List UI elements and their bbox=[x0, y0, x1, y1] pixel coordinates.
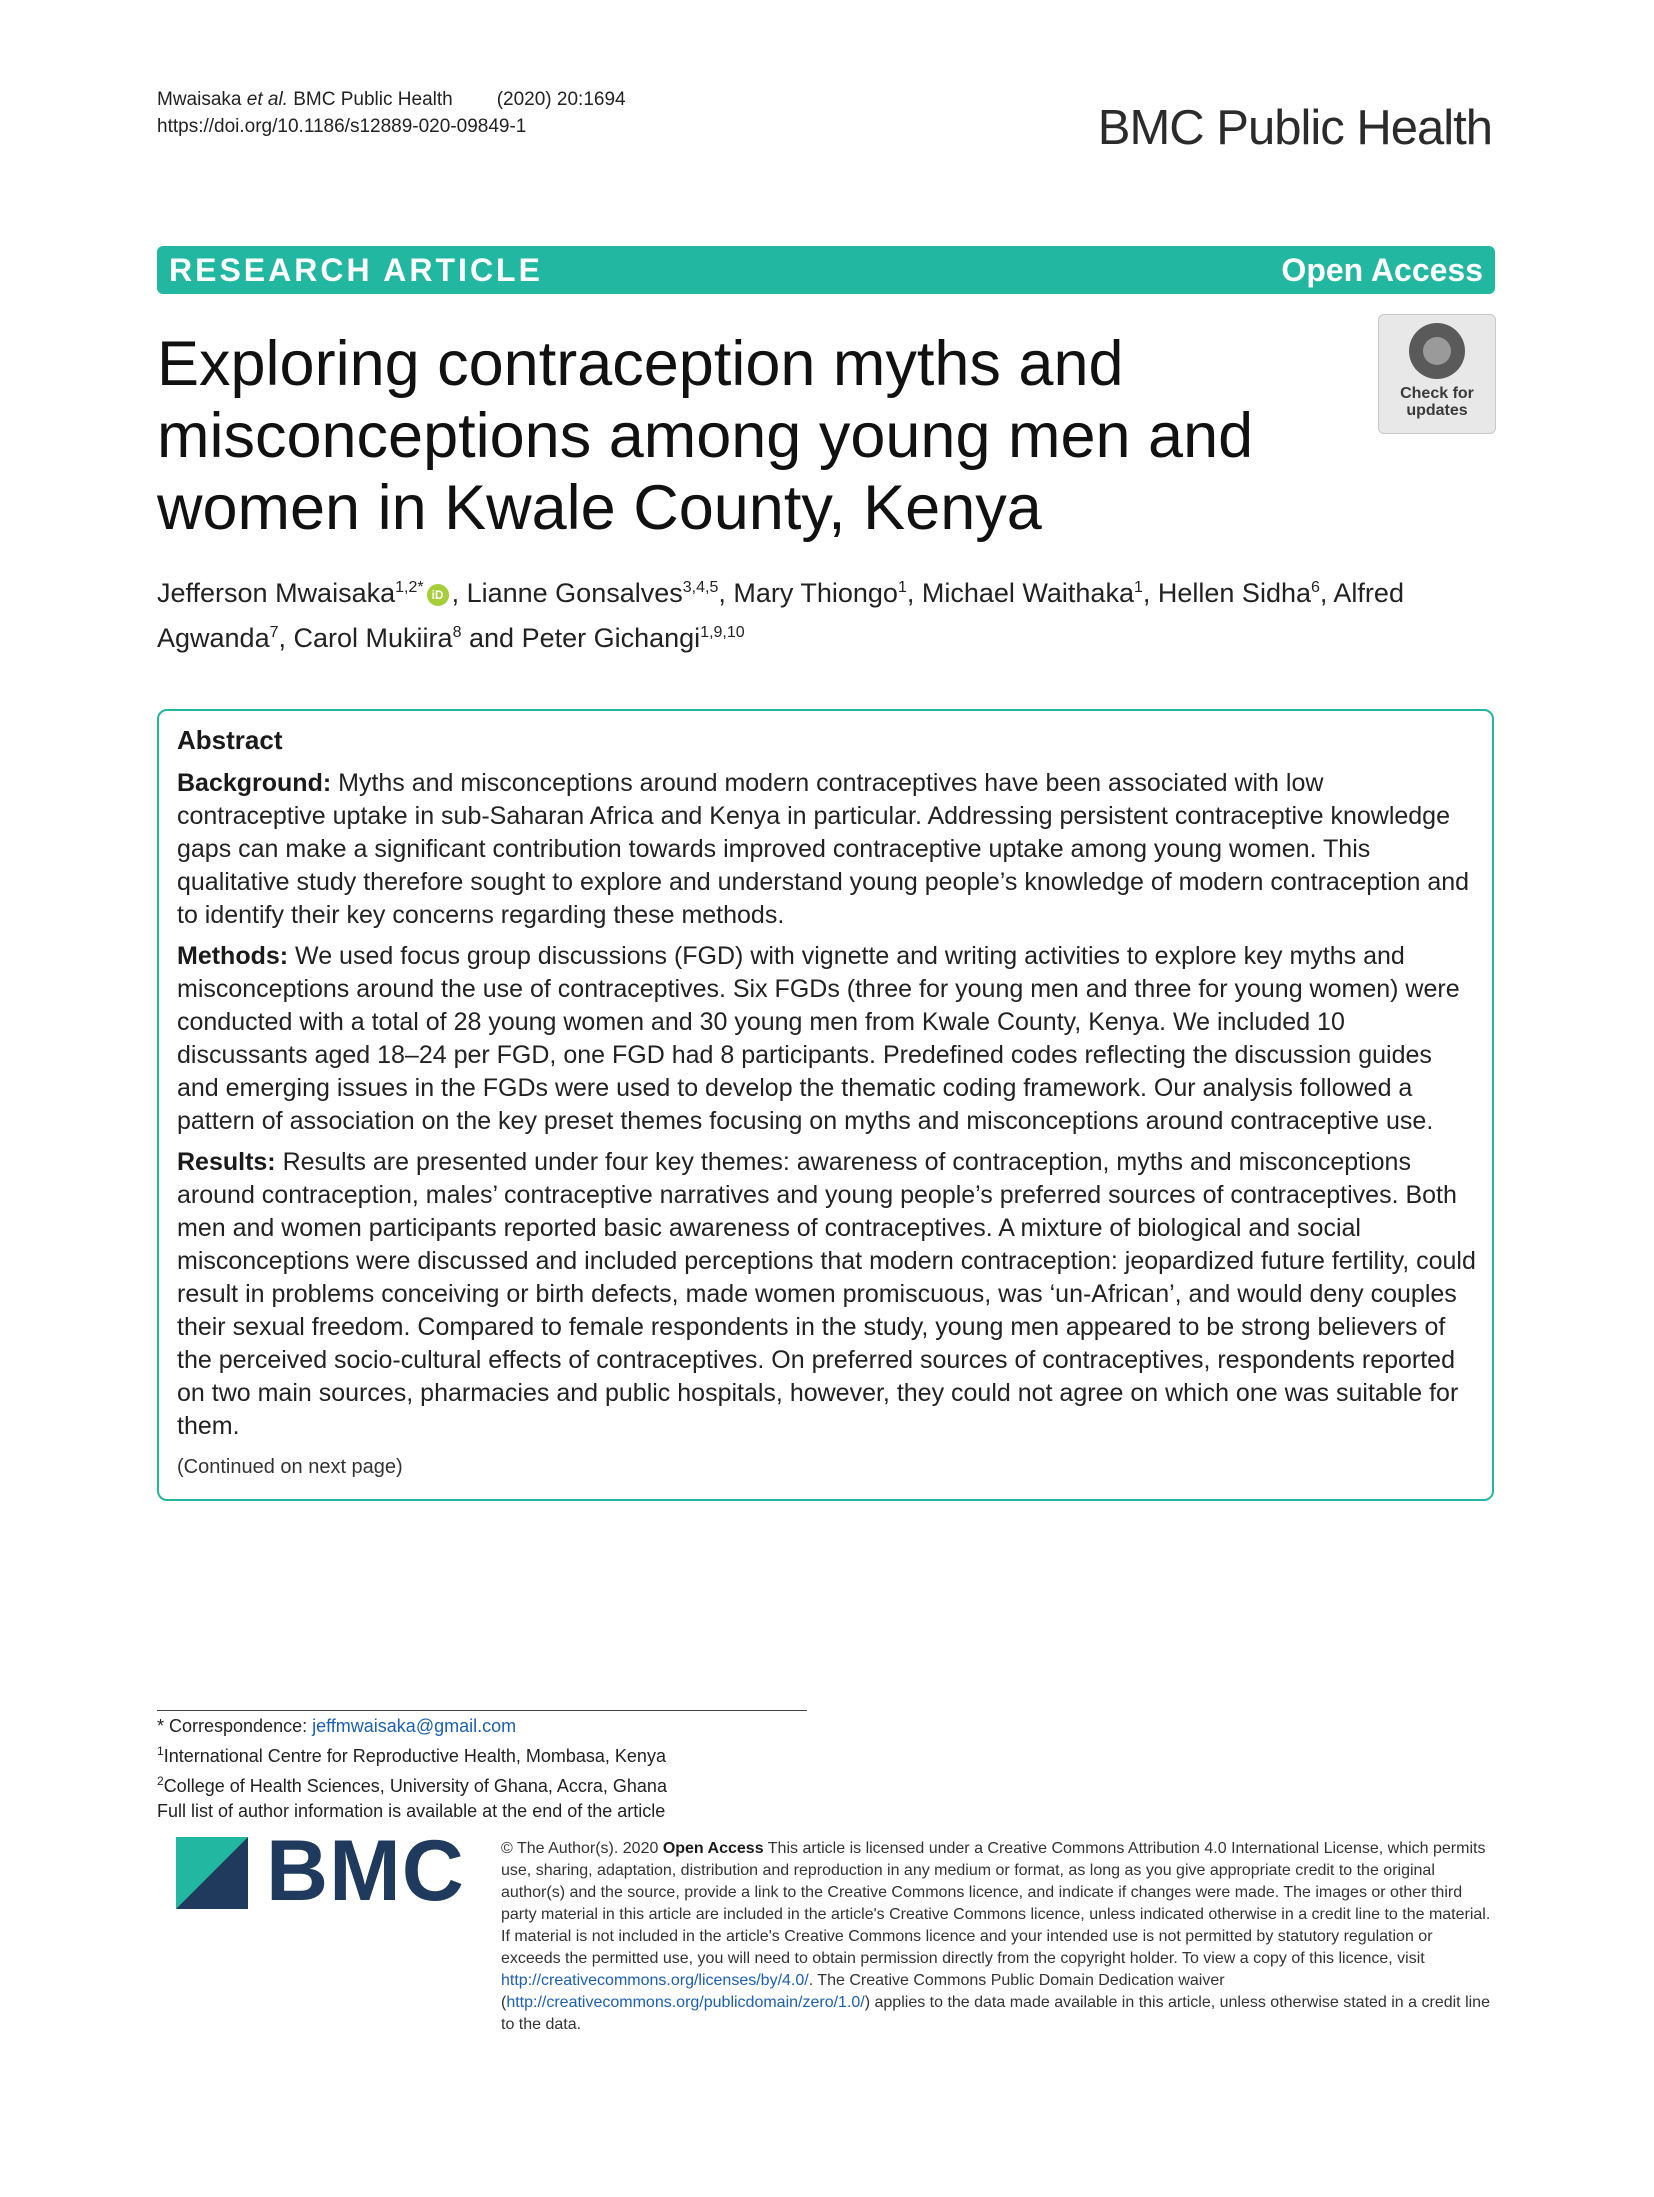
footnote-divider bbox=[157, 1710, 807, 1711]
citation-etal: et al. bbox=[246, 89, 288, 110]
orcid-icon[interactable]: iD bbox=[427, 584, 449, 606]
abstract-body bbox=[177, 767, 1477, 1484]
citation-volume: (2020) 20:1694 bbox=[496, 89, 626, 110]
author-affiliation: 8 bbox=[452, 624, 462, 641]
author-name: Mary Thiongo bbox=[733, 578, 898, 608]
author-name: Peter Gichangi bbox=[521, 623, 701, 653]
affiliation-2: $^2$College of Health Sciences, University of Ghana, Accra, Ghana bbox=[157, 1774, 667, 1796]
citation-authors: Mwaisaka bbox=[157, 89, 242, 110]
author-name: Michael Waithaka bbox=[921, 578, 1134, 608]
author-affiliation: 6 bbox=[1311, 579, 1320, 596]
author-name: Jefferson Mwaisaka bbox=[157, 578, 396, 608]
author-info-note: Full list of author information is available at the end of the article bbox=[157, 1801, 666, 1821]
license-statement: © The Author(s). 2020 Open Access This article is licensed under a Creative Commons Attribution 4.0 International License, which permits use, sharing, adaptation, distribution and reproduction in any medium or format, as long as you give appropriate credit to the original author(s) and the source, provide a link to the Creative Commons licence, and indicate if changes were made. The images or other third party material in this article are included in the article's Creative Commons licence, unless indicated otherwise in a credit line to the material. If material is not included in the article's Creative Commons licence and your intended use is not permitted by statutory regulation or exceeds the permitted use, you will need to obtain permission directly from the copyright holder. To view a copy of this licence, visit http://creativecommons.org/licenses/by/4.0/. The Creative Commons Public Domain Dedication waiver (http://creativecommons.org/publicdomain/zero/1.0/) applies to the data made available in this article, unless otherwise stated in a credit line to the data. bbox=[501, 1840, 1491, 2033]
correspondence: * Correspondence: jeffmwaisaka@gmail.com bbox=[157, 1716, 517, 1736]
bmc-logo-mark bbox=[176, 1837, 248, 1909]
cc-zero-link[interactable]: http://creativecommons.org/publicdomain/zero/1.0/ bbox=[506, 1994, 865, 2011]
affiliation-1: $^1$International Centre for Reproductive Health, Mombasa, Kenya bbox=[157, 1744, 666, 1766]
author-name: Carol Mukiira bbox=[293, 623, 453, 653]
article-type-label: RESEARCH ARTICLE bbox=[169, 252, 543, 288]
author-affiliation: 1 bbox=[897, 579, 907, 596]
author-list: Jefferson Mwaisaka$^{1,2*}$ iD , Lianne Gonsalves$^{3,4,5}$, Mary Thiongo$^1$, Michael Waithaka$^1$, Hellen Sidha$^6$, Alfred Agwanda$^7$, Carol Mukiira$^8$ and Peter Gichangi$^{1,9,10}$ bbox=[157, 578, 1404, 653]
author-name: Hellen Sidha bbox=[1157, 578, 1311, 608]
check-for-updates-badge[interactable] bbox=[1378, 314, 1496, 434]
article-type-banner bbox=[157, 246, 1495, 294]
author-affiliation: 1 bbox=[1133, 579, 1143, 596]
footnotes bbox=[157, 1714, 667, 1824]
citation-journal: BMC Public Health bbox=[293, 89, 453, 110]
abstract-results: Results: Results are presented under four key themes: awareness of contraception, myths and misconceptions around contraception, males’ contraceptive narratives and young people’s preferred sources of contraceptives. Both men and women participants reported basic awareness of contraceptives. A mixture of biological and social misconceptions were discussed and included perceptions that modern contraception: jeopardized future fertility, could result in problems conceiving or birth defects, made women promiscuous, was ‘un-African’, and would deny couples their sexual freedom. Compared to female respondents in the study, young men appeared to be strong believers of the perceived socio-cultural effects of contraceptives. On preferred sources of contraceptives, respondents reported on two main sources, pharmacies and public hospitals, however, they could not agree on which one was suitable for them. bbox=[177, 1148, 1476, 1440]
author-joiner: and bbox=[468, 623, 515, 653]
author-affiliation: 3,4,5 bbox=[682, 579, 719, 596]
author-name: Alfred Agwanda bbox=[157, 578, 1404, 653]
abstract-heading: Abstract bbox=[177, 725, 283, 755]
doi-link[interactable]: https://doi.org/10.1186/s12889-020-09849-1 bbox=[157, 116, 527, 137]
open-access-label: Open Access bbox=[1281, 252, 1483, 288]
author-affiliation: 1,9,10 bbox=[700, 624, 745, 641]
running-header bbox=[157, 86, 626, 140]
author-name: Lianne Gonsalves bbox=[466, 578, 683, 608]
journal-brand: BMC Public Health bbox=[1097, 101, 1492, 155]
check-for-updates-label: Check for updates bbox=[1400, 385, 1474, 419]
abstract-box bbox=[157, 709, 1494, 1501]
abstract-background: Background: Myths and misconceptions around modern contraceptives have been associated with low contraceptive uptake in sub-Saharan Africa and Kenya in particular. Addressing persistent contraceptive knowledge gaps can make a significant contribution towards improved contraceptive uptake among young women. This qualitative study therefore sought to explore and understand young people’s knowledge of modern contraception and to identify their key concerns regarding these methods. bbox=[177, 769, 1470, 929]
crossmark-icon bbox=[1409, 323, 1465, 379]
bmc-logo-wordmark: BMC bbox=[266, 1823, 465, 1919]
author-affiliation: 7 bbox=[269, 624, 279, 641]
article-title: Exploring contraception myths and misconceptions among young men and women in Kwale County, Kenya bbox=[157, 329, 1254, 543]
correspondence-email[interactable]: jeffmwaisaka@gmail.com bbox=[312, 1716, 517, 1736]
author-affiliation: 1,2* bbox=[395, 579, 424, 596]
cc-by-link[interactable]: http://creativecommons.org/licenses/by/4.0/ bbox=[501, 1972, 809, 1989]
continued-note: (Continued on next page) bbox=[177, 1456, 403, 1478]
abstract-methods: Methods: We used focus group discussions (FGD) with vignette and writing activities to explore key myths and misconceptions around the use of contraceptives. Six FGDs (three for young men and three for young women) were conducted with a total of 28 young women and 30 young men from Kwale County, Kenya. We included 10 discussants aged 18–24 per FGD, one FGD had 8 participants. Predefined codes reflecting the discussion guides and emerging issues in the FGDs were used to develop the thematic coding framework. Our analysis followed a pattern of association on the key preset themes focusing on myths and misconceptions around contraceptive use. bbox=[177, 942, 1460, 1135]
bmc-logo bbox=[176, 1823, 476, 1919]
